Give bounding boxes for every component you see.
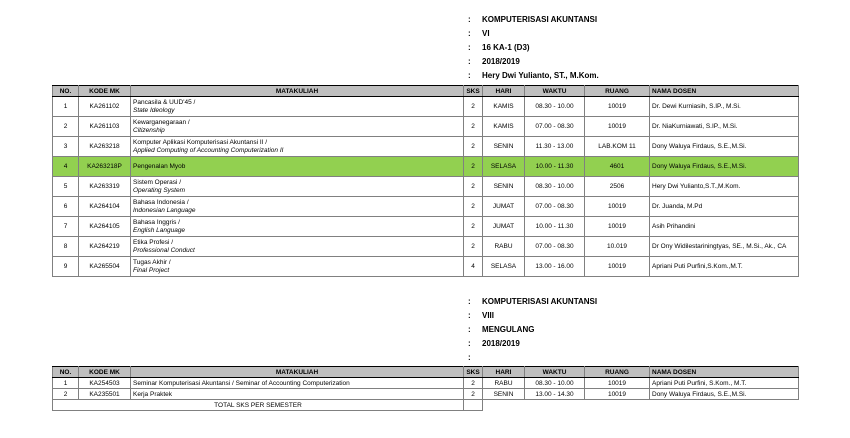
cell-no: 3 <box>53 137 79 157</box>
cell-kode: KA263218 <box>79 137 131 157</box>
cell-waktu: 11.30 - 13.00 <box>525 137 585 157</box>
cell-dosen: Hery Dwi Yulianto,S.T.,M.Kom. <box>650 177 799 197</box>
cell-hari: KAMIS <box>483 97 525 117</box>
cell-sks: 2 <box>464 137 483 157</box>
cell-matakuliah <box>131 157 464 177</box>
table-row <box>53 237 799 257</box>
cell-kode: KA261102 <box>79 97 131 117</box>
cell-waktu: 07.00 - 08.30 <box>525 117 585 137</box>
table-row <box>53 257 799 277</box>
table-header-row <box>53 86 799 97</box>
cell-waktu: 10.00 - 11.30 <box>525 157 585 177</box>
cell-no: 7 <box>53 217 79 237</box>
cell-sks: 2 <box>464 378 483 389</box>
cell-kode: KA263218P <box>79 157 131 177</box>
cell-ruang: 10019 <box>585 378 650 389</box>
col-ruang: RUANG <box>585 86 650 97</box>
cell-kode: KA264219 <box>79 237 131 257</box>
value-tahun: 2018/2019 <box>482 339 520 348</box>
cell-dosen: Apriani Puti Purfini,S.Kom.,M.T. <box>650 257 799 277</box>
col-dosen: NAMA DOSEN <box>650 367 799 378</box>
value-kelas: MENGULANG <box>482 325 535 334</box>
table-row <box>53 217 799 237</box>
matakuliah-en: English Language <box>133 226 186 234</box>
matakuliah-id: Seminar Komputerisasi Akuntansi / Seminar of Accounting Computerization <box>133 379 350 387</box>
matakuliah-id: Kewarganegaraan / <box>133 118 190 126</box>
cell-no: 9 <box>53 257 79 277</box>
value-jadwal: KOMPUTERISASI AKUNTANSI <box>482 297 598 306</box>
cell-dosen: Dony Waluya Firdaus, S.E.,M.Si. <box>650 389 799 400</box>
cell-waktu: 08.30 - 10.00 <box>525 97 585 117</box>
cell-kode: KA265504 <box>79 257 131 277</box>
cell-sks: 2 <box>464 217 483 237</box>
cell-hari: SELASA <box>483 257 525 277</box>
col-no: NO. <box>53 86 79 97</box>
col-waktu: WAKTU <box>525 86 585 97</box>
cell-ruang: 10019 <box>585 389 650 400</box>
cell-waktu: 13.00 - 14.30 <box>525 389 585 400</box>
cell-kode: KA235501 <box>79 389 131 400</box>
cell-dosen: Dr Ony Widilestariningtyas, SE., M.Si., Ak., CA <box>650 237 799 257</box>
cell-ruang: 10019 <box>585 197 650 217</box>
cell-dosen: Dony Waluya Firdaus, S.E.,M.Si. <box>650 137 799 157</box>
cell-matakuliah <box>131 389 464 400</box>
table-header-row <box>53 367 799 378</box>
cell-hari: KAMIS <box>483 117 525 137</box>
total-sks-value <box>464 400 483 411</box>
col-waktu: WAKTU <box>525 367 585 378</box>
cell-sks: 2 <box>464 197 483 217</box>
cell-waktu: 07.00 - 08.30 <box>525 197 585 217</box>
col-sks: SKS <box>464 367 483 378</box>
cell-ruang: 10019 <box>585 117 650 137</box>
schedule-header-2: : KOMPUTERISASI AKUNTANSI : VIII : MENGULANG : 2018/2019 : <box>468 297 598 362</box>
cell-ruang: 10019 <box>585 217 650 237</box>
table-row <box>53 177 799 197</box>
cell-ruang: 10019 <box>585 257 650 277</box>
cell-no: 5 <box>53 177 79 197</box>
schedule-table-2 <box>52 366 799 411</box>
cell-dosen: Apriani Puti Purfini, S.Kom., M.T. <box>650 378 799 389</box>
value-semester: VIII <box>482 311 495 320</box>
cell-matakuliah <box>131 217 464 237</box>
cell-no: 1 <box>53 378 79 389</box>
matakuliah-id: Bahasa Inggris / <box>133 218 180 226</box>
cell-dosen: Dony Waluya Firdaus, S.E.,M.Si. <box>650 157 799 177</box>
cell-sks: 2 <box>464 157 483 177</box>
cell-matakuliah <box>131 97 464 117</box>
total-sks-label: TOTAL SKS PER SEMESTER <box>53 400 464 411</box>
cell-hari: JUMAT <box>483 217 525 237</box>
col-ruang: RUANG <box>585 367 650 378</box>
col-kode: KODE MK <box>79 86 131 97</box>
cell-no: 1 <box>53 97 79 117</box>
cell-matakuliah <box>131 378 464 389</box>
total-row <box>53 400 799 411</box>
schedule-header-1: : KOMPUTERISASI AKUNTANSI : VI : 16 KA-1 (D3) : 2018/2019 : Hery Dwi Yulianto, ST., M.Kom. <box>0 13 850 85</box>
cell-kode: KA264104 <box>79 197 131 217</box>
table-row <box>53 389 799 400</box>
col-matakuliah: MATAKULIAH <box>131 86 464 97</box>
matakuliah-en: Final Project <box>133 266 170 274</box>
matakuliah-en: Professional Conduct <box>133 246 195 254</box>
cell-hari: RABU <box>483 378 525 389</box>
cell-hari: JUMAT <box>483 197 525 217</box>
cell-dosen: Dr. Dewi Kurniasih, S.IP., M.Si. <box>650 97 799 117</box>
cell-hari: SELASA <box>483 157 525 177</box>
value-tahun: 2018/2019 <box>482 57 520 66</box>
cell-sks: 2 <box>464 97 483 117</box>
cell-dosen: Dr. Juanda, M.Pd <box>650 197 799 217</box>
cell-sks: 4 <box>464 257 483 277</box>
cell-ruang: 10.019 <box>585 237 650 257</box>
value-semester: VI <box>482 29 490 38</box>
cell-kode: KA263319 <box>79 177 131 197</box>
cell-sks: 2 <box>464 177 483 197</box>
cell-no: 6 <box>53 197 79 217</box>
cell-hari: SENIN <box>483 137 525 157</box>
matakuliah-en: Citizenship <box>133 126 165 134</box>
value-dosen-wali: Hery Dwi Yulianto, ST., M.Kom. <box>482 71 599 80</box>
value-kelas: 16 KA-1 (D3) <box>482 43 530 52</box>
table-row <box>53 197 799 217</box>
matakuliah-en: State Ideology <box>133 106 175 114</box>
matakuliah-en: Applied Computing of Accounting Computerization II <box>133 146 284 154</box>
cell-waktu: 13.00 - 16.00 <box>525 257 585 277</box>
cell-dosen: Dr. NiaKurniawati, S.IP., M.Si. <box>650 117 799 137</box>
schedule-table-1 <box>52 85 799 277</box>
matakuliah-en: Operating System <box>133 186 186 194</box>
cell-waktu: 08.30 - 10.00 <box>525 378 585 389</box>
cell-waktu: 07.00 - 08.30 <box>525 237 585 257</box>
cell-kode: KA261103 <box>79 117 131 137</box>
matakuliah-id: Pengenalan Myob <box>133 163 186 170</box>
cell-no: 2 <box>53 117 79 137</box>
cell-matakuliah <box>131 137 464 157</box>
cell-sks: 2 <box>464 389 483 400</box>
col-sks: SKS <box>464 86 483 97</box>
matakuliah-id: Pancasila & UUD'45 / <box>133 98 196 106</box>
matakuliah-id: Etika Profesi / <box>133 238 174 246</box>
cell-kode: KA254503 <box>79 378 131 389</box>
table-row <box>53 378 799 389</box>
cell-ruang: 2506 <box>585 177 650 197</box>
matakuliah-id: Kerja Praktek <box>133 390 173 398</box>
cell-matakuliah <box>131 117 464 137</box>
table-row <box>53 157 799 177</box>
table-row <box>53 137 799 157</box>
cell-hari: SENIN <box>483 389 525 400</box>
cell-no: 2 <box>53 389 79 400</box>
matakuliah-id: Tugas Akhir / <box>133 258 171 266</box>
cell-matakuliah <box>131 197 464 217</box>
cell-kode: KA264105 <box>79 217 131 237</box>
cell-ruang: 4601 <box>585 157 650 177</box>
value-jadwal: KOMPUTERISASI AKUNTANSI <box>482 15 598 24</box>
cell-matakuliah <box>131 237 464 257</box>
col-dosen: NAMA DOSEN <box>650 86 799 97</box>
cell-hari: RABU <box>483 237 525 257</box>
cell-matakuliah <box>131 257 464 277</box>
col-no: NO. <box>53 367 79 378</box>
col-hari: HARI <box>483 367 525 378</box>
cell-hari: SENIN <box>483 177 525 197</box>
table-row <box>53 117 799 137</box>
matakuliah-id: Sistem Operasi / <box>133 178 182 186</box>
cell-matakuliah <box>131 177 464 197</box>
matakuliah-id: Bahasa Indonesia / <box>133 198 189 206</box>
matakuliah-en: Indonesian Language <box>133 206 196 214</box>
matakuliah-id: Komputer Aplikasi Komputerisasi Akuntansi II / <box>133 138 268 146</box>
cell-ruang: LAB.KOM 11 <box>585 137 650 157</box>
cell-dosen: Asih Prihandini <box>650 217 799 237</box>
col-matakuliah: MATAKULIAH <box>131 367 464 378</box>
table-row <box>53 97 799 117</box>
cell-no: 8 <box>53 237 79 257</box>
cell-waktu: 08.30 - 10.00 <box>525 177 585 197</box>
cell-ruang: 10019 <box>585 97 650 117</box>
cell-no: 4 <box>53 157 79 177</box>
cell-sks: 2 <box>464 237 483 257</box>
col-hari: HARI <box>483 86 525 97</box>
col-kode: KODE MK <box>79 367 131 378</box>
cell-sks: 2 <box>464 117 483 137</box>
cell-waktu: 10.00 - 11.30 <box>525 217 585 237</box>
